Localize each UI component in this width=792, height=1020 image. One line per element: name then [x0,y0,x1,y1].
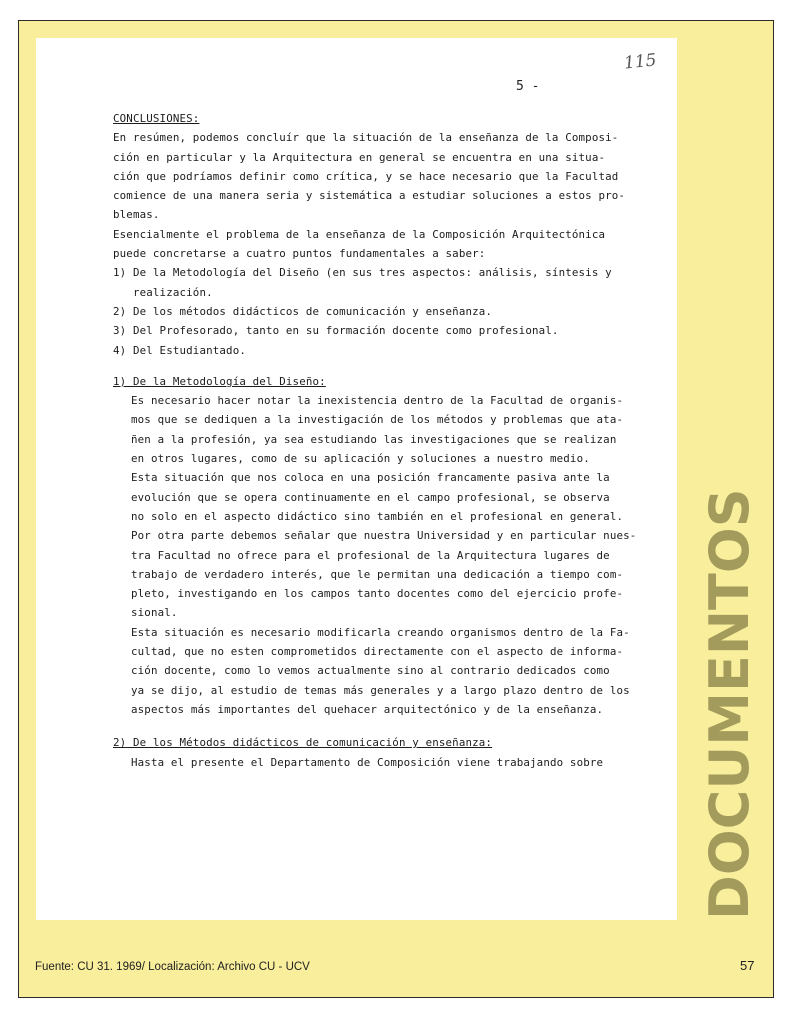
text-line: pleto, investigando en los campos tanto docentes como del ejercicio profe- [131,587,624,601]
typed-page-number: 5 - [516,79,540,94]
list-item: 3) Del Profesorado, tanto en su formación docente como profesional. [113,324,559,338]
text-line: Esencialmente el problema de la enseñanza de la Composición Arquitectónica [113,227,606,241]
text-line: tra Facultad no ofrece para el profesional de la Arquitectura lugares de [131,548,610,562]
text-line: ya se dijo, al estudio de temas más generales y a largo plazo dentro de los [131,683,630,697]
source-caption: Fuente: CU 31. 1969/ Localización: Archivo CU - UCV [35,961,310,973]
text-line: puede concretarse a cuatro puntos fundamentales a saber: [113,247,486,261]
text-line: cultad, que no esten comprometidos directamente con el aspecto de informa- [131,645,624,659]
text-line: Es necesario hacer notar la inexistencia dentro de la Facultad de organis- [131,394,624,408]
document-sheet [36,38,677,920]
text-line: ñen a la profesión, ya sea estudiando las investigaciones que se realizan [131,432,617,446]
text-line: no solo en el aspecto didáctico sino también en el profesional en general. [131,509,624,523]
text-line: Hasta el presente el Departamento de Composición viene trabajando sobre [131,755,604,769]
text-line: Esta situación es necesario modificarla creando organismos dentro de la Fa- [131,625,630,639]
list-item: 2) De los métodos didácticos de comunicación y enseñanza. [113,304,493,318]
typed-text-body [113,109,653,772]
text-line: ción que podríamos definir como crítica, y se hace necesario que la Facultad [113,169,619,183]
subsection-heading: 1) De la Metodología del Diseño: [113,374,326,388]
text-line: ción docente, como lo vemos actualmente sino al contrario dedicados como [131,664,610,678]
text-line: blemas. [113,208,160,222]
list-item: 1) De la Metodología del Diseño (en sus tres aspectos: análisis, síntesis y [113,266,612,280]
subsection-heading: 2) De los Métodos didácticos de comunicación y enseñanza: [113,736,493,750]
text-line: Por otra parte debemos señalar que nuestra Universidad y en particular nues- [131,529,637,543]
text-line: ción en particular y la Arquitectura en general se encuentra en una situa- [113,150,606,164]
page-number: 57 [740,958,755,973]
text-line: aspectos más importantes del quehacer arquitectónico y de la enseñanza. [131,702,604,716]
list-item: 4) Del Estudiantado. [113,343,247,357]
text-line: en otros lugares, como de su aplicación y soluciones a nuestro medio. [131,452,590,466]
text-line: comience de una manera seria y sistemática a estudiar soluciones a estos pro- [113,189,626,203]
text-line: Esta situación que nos coloca en una posición francamente pasiva ante la [131,471,610,485]
text-line: En resúmen, podemos concluír que la situación de la enseñanza de la Composi- [113,131,619,145]
handwritten-folio-number: 115 [623,50,658,74]
side-section-label: DOCUMENTOS [698,488,761,920]
text-line: evolución que se opera continuamente en el campo profesional, se observa [131,490,610,504]
text-line: mos que se dediquen a la investigación de los métodos y problemas que ata- [131,413,624,427]
text-line: sional. [131,606,178,620]
list-item-continuation: realización. [113,285,213,299]
text-line: trabajo de verdadero interés, que le permitan una dedicación a tiempo com- [131,567,624,581]
section-heading: CONCLUSIONES: [113,112,200,125]
